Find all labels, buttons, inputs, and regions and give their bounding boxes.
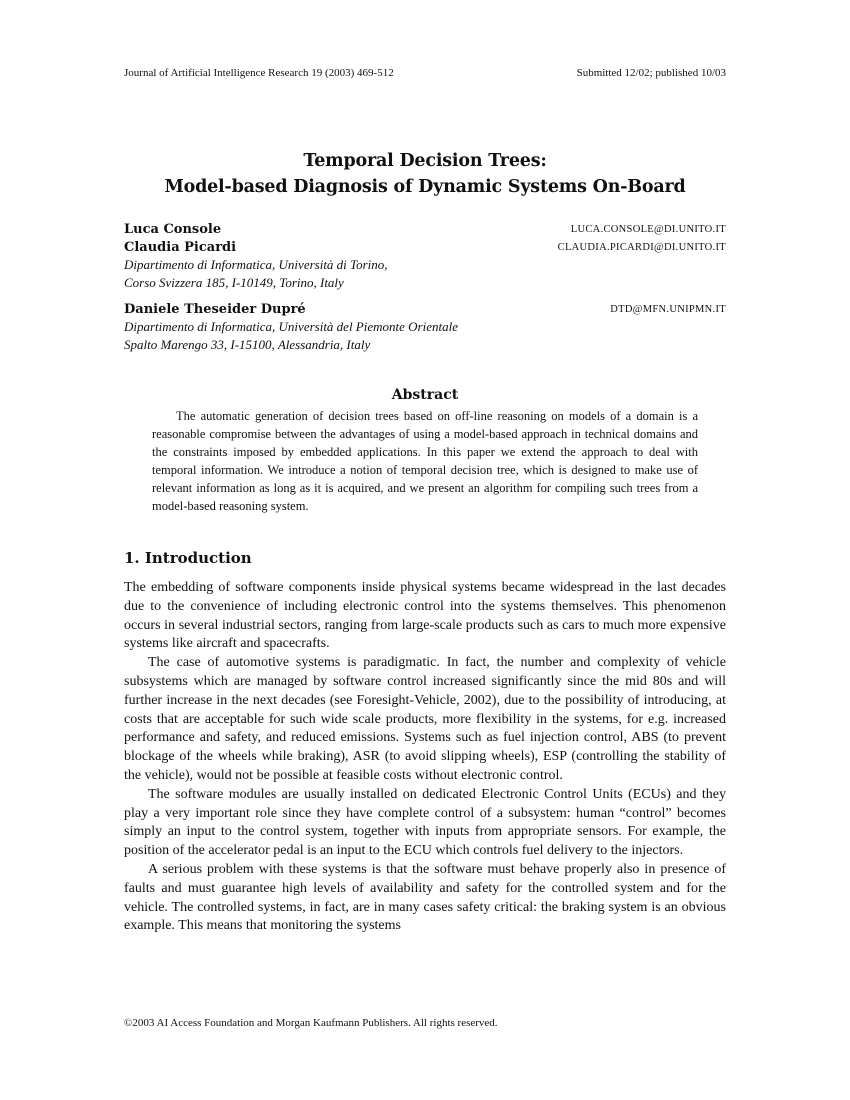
- affiliation-address: Spalto Marengo 33, I-15100, Alessandria, Italy: [124, 337, 371, 352]
- author-block-torino: [124, 220, 726, 292]
- affiliation-address: Corso Svizzera 185, I-10149, Torino, Italy: [124, 275, 344, 290]
- author-row: [124, 300, 726, 318]
- abstract-text: The automatic generation of decision trees based on off-line reasoning on models of a domain is a reasonable compromise between the advantages of using a model-based approach in technical domains and the constraints imposed by embedded applications. In this paper we extend the approach to deal with temporal information. We introduce a notion of temporal decision tree, which is designed to make use of relevant information as long as it is acquired, and we present an algorithm for compiling such trees from a model-based reasoning system.: [152, 409, 698, 513]
- body-paragraph: The software modules are usually installed on dedicated Electronic Control Units (ECUs) and they play a very important role since they have complete control of a subsystem: human “control” becomes simply an input to the control system, together with inputs from appropriate sensors. For example, the position of the accelerator pedal is an input to the ECU which controls fuel delivery to the injectors.: [124, 786, 726, 859]
- author-name: Luca Console: [124, 222, 222, 237]
- author-name: Claudia Picardi: [124, 240, 237, 255]
- author-email: CLAUDIA.PICARDI@DI.UNITO.IT: [557, 242, 726, 253]
- abstract-heading: Abstract: [391, 387, 459, 403]
- submission-dates: Submitted 12/02; published 10/03: [576, 67, 726, 79]
- affiliation-line: Dipartimento di Informatica, Università di Torino,: [124, 257, 388, 272]
- copyright-footer: ©2003 AI Access Foundation and Morgan Kaufmann Publishers. All rights reserved.: [124, 1017, 498, 1029]
- paper-title-line-1: Temporal Decision Trees:: [303, 151, 547, 171]
- section-body: [124, 579, 726, 936]
- journal-citation: Journal of Artificial Intelligence Research 19 (2003) 469-512: [124, 67, 394, 79]
- author-row: [124, 238, 726, 256]
- section-heading: 1. Introduction: [124, 549, 252, 567]
- body-paragraph: The case of automotive systems is paradigmatic. In fact, the number and complexity of vehicle subsystems which are managed by software control increased significantly since the mid 80s and will further increase in the next decades (see Foresight-Vehicle, 2002), due to the possibility of introducing, at costs that are acceptable for such wide scale products, more flexibility in the systems, for e.g. increased performance and safety, and reduced emissions. Systems such as fuel injection control, ABS (to prevent blockage of the wheels while braking), ASR (to avoid slipping wheels), ESP (controlling the stability of the vehicle), would not be possible at feasible costs without electronic control.: [124, 655, 726, 783]
- author-block-alessandria: [124, 300, 726, 354]
- paper-title: [100, 148, 750, 200]
- affiliation-line: Dipartimento di Informatica, Università del Piemonte Orientale: [124, 319, 458, 334]
- author-email: LUCA.CONSOLE@DI.UNITO.IT: [570, 224, 726, 235]
- paper-title-line-2: Model-based Diagnosis of Dynamic Systems On-Board: [164, 177, 686, 197]
- body-paragraph: A serious problem with these systems is that the software must behave properly also in presence of faults and must guarantee high levels of availability and safety for the controlled system and for the vehicle. The controlled systems, in fact, are in many cases safety critical: the braking system is an obvious example. This means that monitoring the systems: [124, 861, 726, 934]
- author-email: DTD@MFN.UNIPMN.IT: [610, 304, 726, 315]
- body-paragraph: The embedding of software components inside physical systems became widespread in the last decades due to the convenience of including electronic control into the systems themselves. This phenomenon occurs in several industrial sectors, ranging from large-scale products such as cars to much more expensive systems like aircraft and spacecrafts.: [124, 580, 726, 652]
- author-name: Daniele Theseider Dupré: [124, 302, 306, 317]
- author-row: [124, 220, 726, 238]
